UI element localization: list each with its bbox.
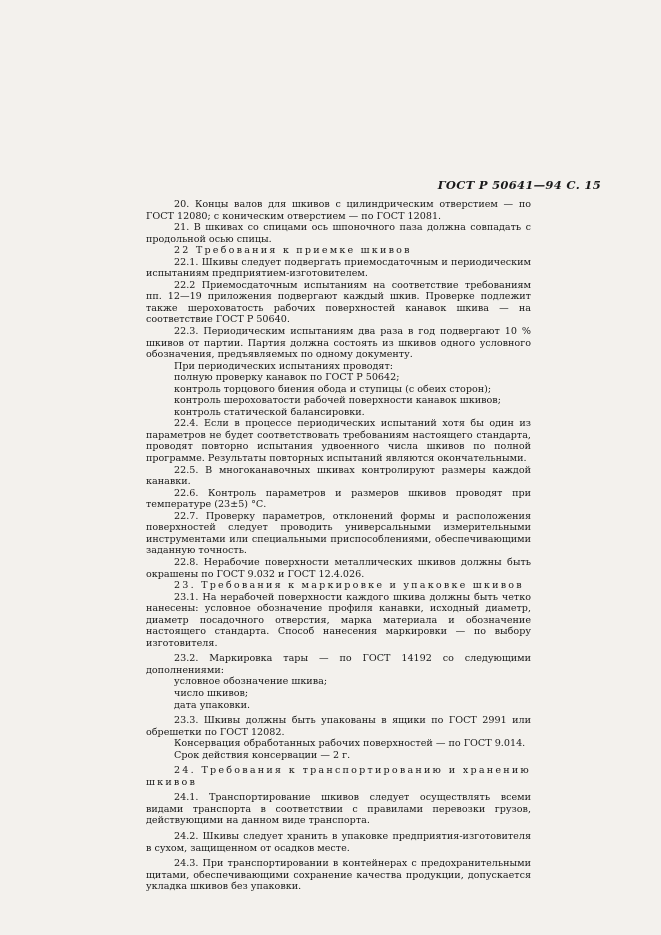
list-item: условное обозначение шкива; <box>174 676 328 688</box>
page-header: ГОСТ Р 50641—94 С. 15 <box>437 178 601 192</box>
section-heading-23: 23. Требования к маркировке и упаковке шкивов <box>174 580 524 592</box>
list-item: контроль статической балансировки. <box>174 406 365 418</box>
list-item: контроль шероховатости рабочей поверхности канавок шкивов; <box>174 395 501 407</box>
paragraph-21: 21. В шкивах со спицами ось шпоночного паза должна совпадать с продольной осью спицы. <box>146 222 531 245</box>
paragraph-conservation: Консервация обработанных рабочих поверхностей — по ГОСТ 9.014. <box>174 738 526 750</box>
paragraph-22-7: 22.7. Проверку параметров, отклонений формы и расположения поверхностей следует проводить универсальными измерительными инструментами или специальными приспособлениями, обеспечивающими заданную точность. <box>146 510 531 557</box>
paragraph-24-2: 24.2. Шкивы следует хранить в упаковке предприятия-изготовителя в сухом, защищенном от осадков месте. <box>146 830 531 854</box>
list-intro: При периодических испытаниях проводят: <box>174 360 393 372</box>
section-heading-24: 24. Требования к транспортированию и хранению шкивов <box>146 765 531 788</box>
paragraph-22-1: 22.1. Шкивы следует подвергать приемосдаточным и периодическим испытаниям предприятием-изготовителем. <box>146 256 531 280</box>
list-item: полную проверку канавок по ГОСТ Р 50642; <box>174 372 400 384</box>
paragraph-conservation-term: Срок действия консервации — 2 г. <box>174 749 351 761</box>
list-item: контроль торцового биения обода и ступицы (с обеих сторон); <box>174 383 492 395</box>
paragraph-23-3: 23.3. Шкивы должны быть упакованы в ящики по ГОСТ 2991 или обрешетки по ГОСТ 12082. <box>146 715 531 738</box>
paragraph-20: 20. Концы валов для шкивов с цилиндрическим отверстием — по ГОСТ 12080; с коническим отверстием — по ГОСТ 12081. <box>146 199 531 222</box>
paragraph-23-2: 23.2. Маркировка тары — по ГОСТ 14192 со следующими дополнениями: <box>146 653 531 676</box>
section-heading-22: 22 Требования к приемке шкивов <box>174 245 412 257</box>
list-item: число шкивов; <box>174 687 249 699</box>
paragraph-22-8: 22.8. Нерабочие поверхности металлических шкивов должны быть окрашены по ГОСТ 9.032 и ГОСТ 12.4.026. <box>146 556 531 580</box>
paragraph-22-4: 22.4. Если в процессе периодических испытаний хотя бы один из параметров не будет соответствовать требованиям настоящего стандарта, проводят повторно испытания удвоенного числа шкивов по полной программе. Результаты повторных испытаний являются окончательными. <box>146 418 531 465</box>
list-item: дата упаковки. <box>174 699 251 711</box>
paragraph-24-1: 24.1. Транспортирование шкивов следует осуществлять всеми видами транспорта в соответствии с правилами перевозки грузов, действующими на данном виде транспорта. <box>146 792 531 827</box>
paragraph-22-2: 22.2 Приемосдаточным испытаниям на соответствие требованиям пп. 12—19 приложения подвергают каждый шкив. Проверке подлежит также шероховатость рабочих поверхностей канавок шкива — на соответствие ГОСТ Р 50640. <box>146 279 531 326</box>
paragraph-22-3: 22.3. Периодическим испытаниям два раза в год подвергают 10 % шкивов от партии. Партия должна состоять из шкивов одного условного обозначения, предъявляемых по одному документу. <box>146 326 531 361</box>
paragraph-22-6: 22.6. Контроль параметров и размеров шкивов проводят при температуре (23±5) °С. <box>146 487 531 511</box>
document-body <box>146 199 531 893</box>
paragraph-23-1: 23.1. На нерабочей поверхности каждого шкива должны быть четко нанесены: условное обозначение профиля канавки, исходный диаметр, диаметр посадочного отверстия, марка материала и обозначение настоящего стандарта. Способ нанесения маркировки — по выбору изготовителя. <box>146 591 531 649</box>
paragraph-24-3: 24.3. При транспортировании в контейнерах с предохранительными щитами, обеспечивающими сохранение качества продукции, допускается укладка шкивов без упаковки. <box>146 858 531 893</box>
paragraph-22-5: 22.5. В многоканавочных шкивах контролируют размеры каждой канавки. <box>146 464 531 488</box>
